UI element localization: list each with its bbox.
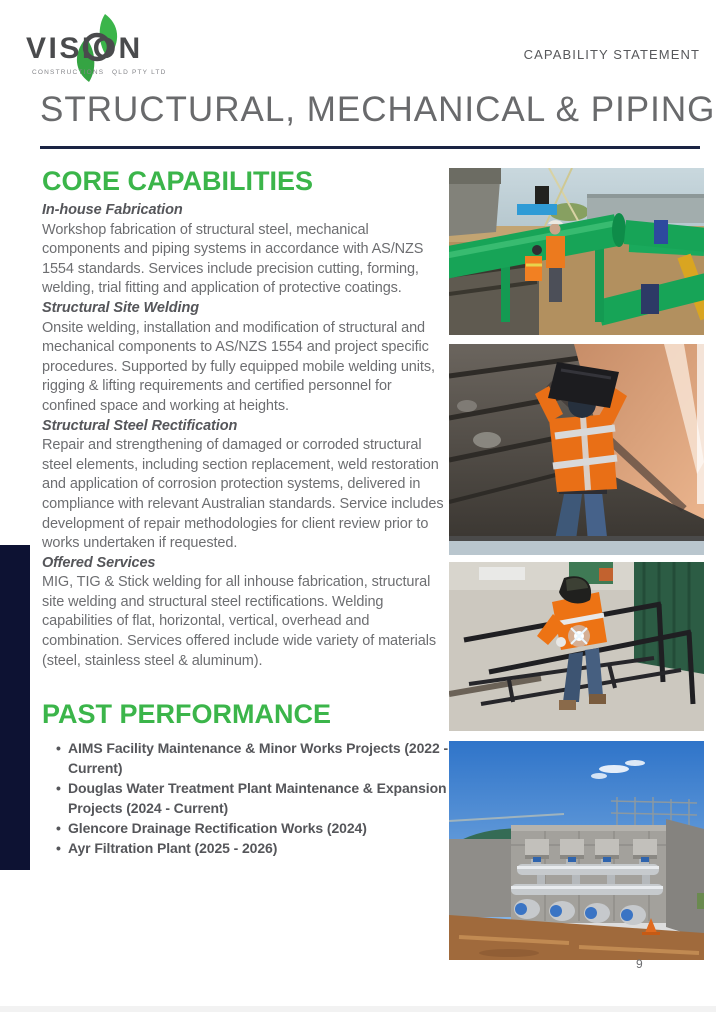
past-performance-heading: PAST PERFORMANCE [42,699,332,729]
subsection-title: Structural Steel Rectification [42,417,238,434]
logo-tagline-left: CONSTRUCTIONS [32,69,105,76]
subsection-body: Repair and strengthening of damaged or corroded structural steel elements, including section replacement, weld restoration and application of corrosion protection systems, delivered in compliance with relevant Australian standards. Service includes development of repair methodologies for client review prior to works undertaken if requested. [42,437,444,552]
subsection-body: Workshop fabrication of structural steel, mechanical components and piping systems in accordance with AS/NZS 1554 standards. Services include precision cutting, forming, welding, trial fitting and application of protective coatings. [42,221,424,297]
photo-overhead-welding [449,344,704,555]
title-divider [40,146,700,149]
subsection-body: MIG, TIG & Stick welding for all inhouse fabrication, structural site welding and structural steel rectifications. Welding capabilities of flat, horizontal, vertical, overhead and combination. Services offered include wide variety of materials (steel, stainless steel & aluminum). [42,574,436,669]
list-item: • Glencore Drainage Rectification Works (2024) [56,818,454,838]
subsection-body: Onsite welding, installation and modification of structural and mechanical components to AS/NZS 1554 and project specific procedures. Supported by fully equipped mobile welding units, rigging & lifting requirements and certified personnel for confined space and working at heights. [42,319,435,414]
photo-handrail-welding [449,562,704,731]
core-capabilities-body [42,201,446,671]
photo-filtration-plant [449,741,704,960]
past-performance-section [42,699,454,858]
subsection-title: In-house Fabrication [42,202,183,218]
list-item: • AIMS Facility Maintenance & Minor Works Projects (2022 - Current) [56,738,454,778]
core-capabilities-section [42,166,446,671]
subsection-title: Structural Site Welding [42,299,199,316]
photo-pipework-site [449,168,704,335]
core-capabilities-heading: CORE CAPABILITIES [42,166,314,196]
navy-accent-bar [0,545,30,870]
vision-logo [26,14,186,90]
vision-logo-graphic [26,14,186,90]
page-bottom-edge [0,1006,716,1012]
page-number: 9 [636,957,643,971]
list-item: • Douglas Water Treatment Plant Maintenance & Expansion Projects (2024 - Current) [56,778,454,818]
logo-wordmark: VISION [26,32,143,65]
logo-tagline-right: QLD PTY LTD [112,69,167,76]
subsection-title: Offered Services [42,554,156,571]
capability-statement-label: CAPABILITY STATEMENT [523,47,700,62]
page-title: STRUCTURAL, MECHANICAL & PIPING [40,90,716,129]
list-item: • Ayr Filtration Plant (2025 - 2026) [56,838,454,858]
past-performance-list [42,738,454,858]
